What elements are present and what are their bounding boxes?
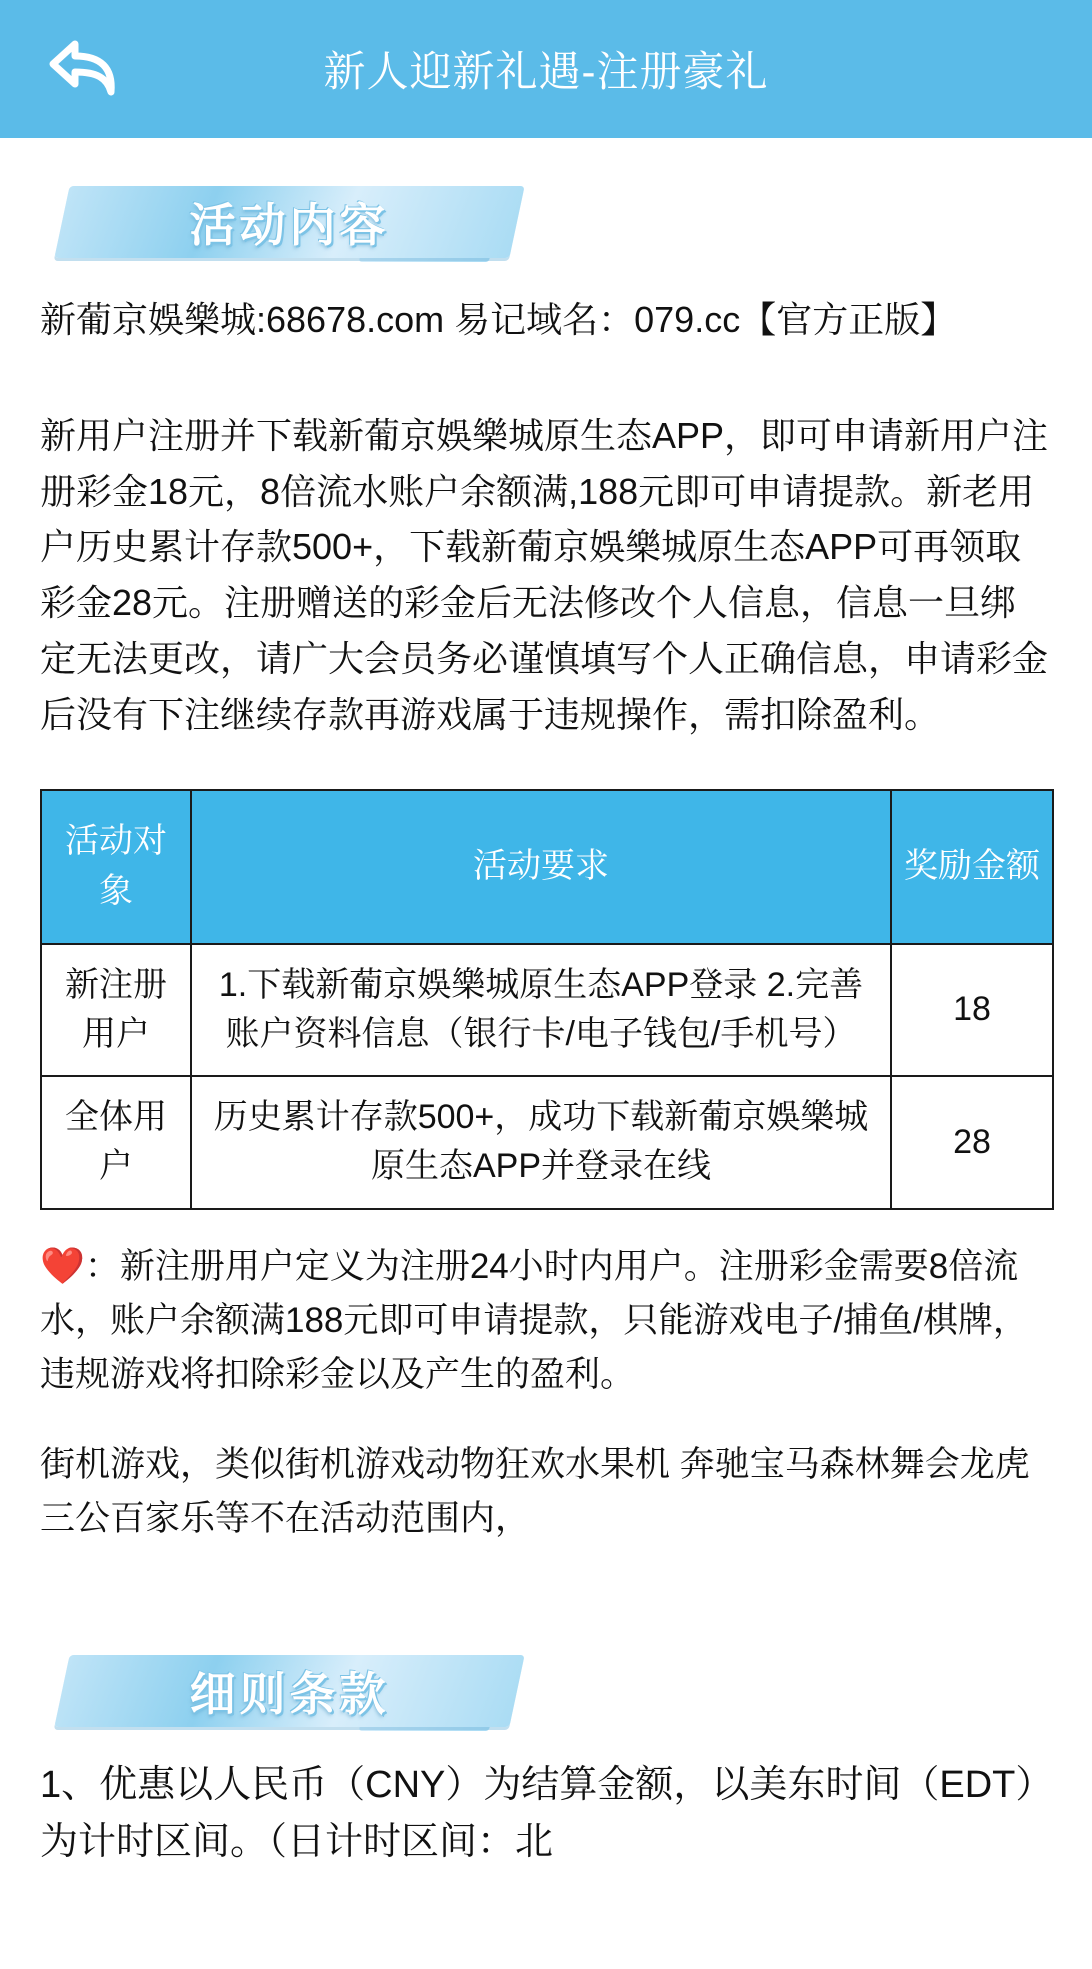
note-line-2: 街机游戏，类似街机游戏动物狂欢水果机 奔驰宝马森林舞会龙虎三公百家乐等不在活动范围内， xyxy=(40,1444,1030,1538)
spacer xyxy=(40,1581,1052,1607)
table-header-requirement: 活动要求 xyxy=(191,790,891,944)
row-amount: 18 xyxy=(891,944,1053,1077)
table-header-amount: 奖励金额 xyxy=(891,790,1053,944)
table-row xyxy=(41,1076,1053,1209)
row-requirement: 历史累计存款500+，成功下载新葡京娛樂城原生态APP并登录在线 xyxy=(191,1076,891,1209)
section-banner-terms xyxy=(62,1655,532,1739)
page-content xyxy=(0,186,1092,1969)
page-header xyxy=(0,0,1092,138)
row-amount: 28 xyxy=(891,1076,1053,1209)
table-row xyxy=(41,944,1053,1077)
note-line-1 xyxy=(40,1238,1052,1403)
section-banner-activity xyxy=(62,186,532,270)
row-requirement: 1.下载新葡京娛樂城原生态APP登录 2.完善账户资料信息（银行卡/电子钱包/手机号） xyxy=(191,944,891,1077)
note-line-1-text: ：新注册用户定义为注册24小时内用户。注册彩金需要8倍流水，账户余额满188元即可申请提款，只能游戏电子/捕鱼/棋牌，违规游戏将扣除彩金以及产生的盈利。 xyxy=(40,1246,1028,1395)
page-title: 新人迎新礼遇-注册豪礼 xyxy=(323,48,769,95)
row-object: 新注册用户 xyxy=(41,944,191,1077)
section-banner-label: 活动内容 xyxy=(189,199,390,251)
section-banner-label: 细则条款 xyxy=(189,1668,390,1721)
heart-icon: ❤️ xyxy=(40,1244,85,1286)
activity-lead-text: 新葡京娛樂城:68678.com 易记域名：079.cc【官方正版】 xyxy=(40,299,957,340)
terms-item-1: 1、优惠以人民币（CNY）为结算金额，以美东时间（EDT）为计时区间。（日计时区间：北 xyxy=(40,1764,1035,1864)
table-header-object: 活动对象 xyxy=(41,790,191,944)
promotion-table xyxy=(40,789,1054,1210)
activity-body-text: 新用户注册并下载新葡京娛樂城原生态APP，即可申请新用户注册彩金18元，8倍流水账户余额满,188元即可申请提款。新老用户历史累计存款500+，下载新葡京娛樂城原生态APP可再领取彩金28元。注册赠送的彩金后无法修改个人信息，信息一旦绑定无法更改，请广大会员务必谨慎填写个人正确信息，申请彩金后没有下注继续存款再游戏属于违规操作，需扣除盈利。 xyxy=(40,414,1049,735)
back-arrow-icon xyxy=(45,38,121,100)
table-header-row xyxy=(41,790,1053,944)
row-object: 全体用户 xyxy=(41,1076,191,1209)
back-button[interactable] xyxy=(28,14,138,124)
